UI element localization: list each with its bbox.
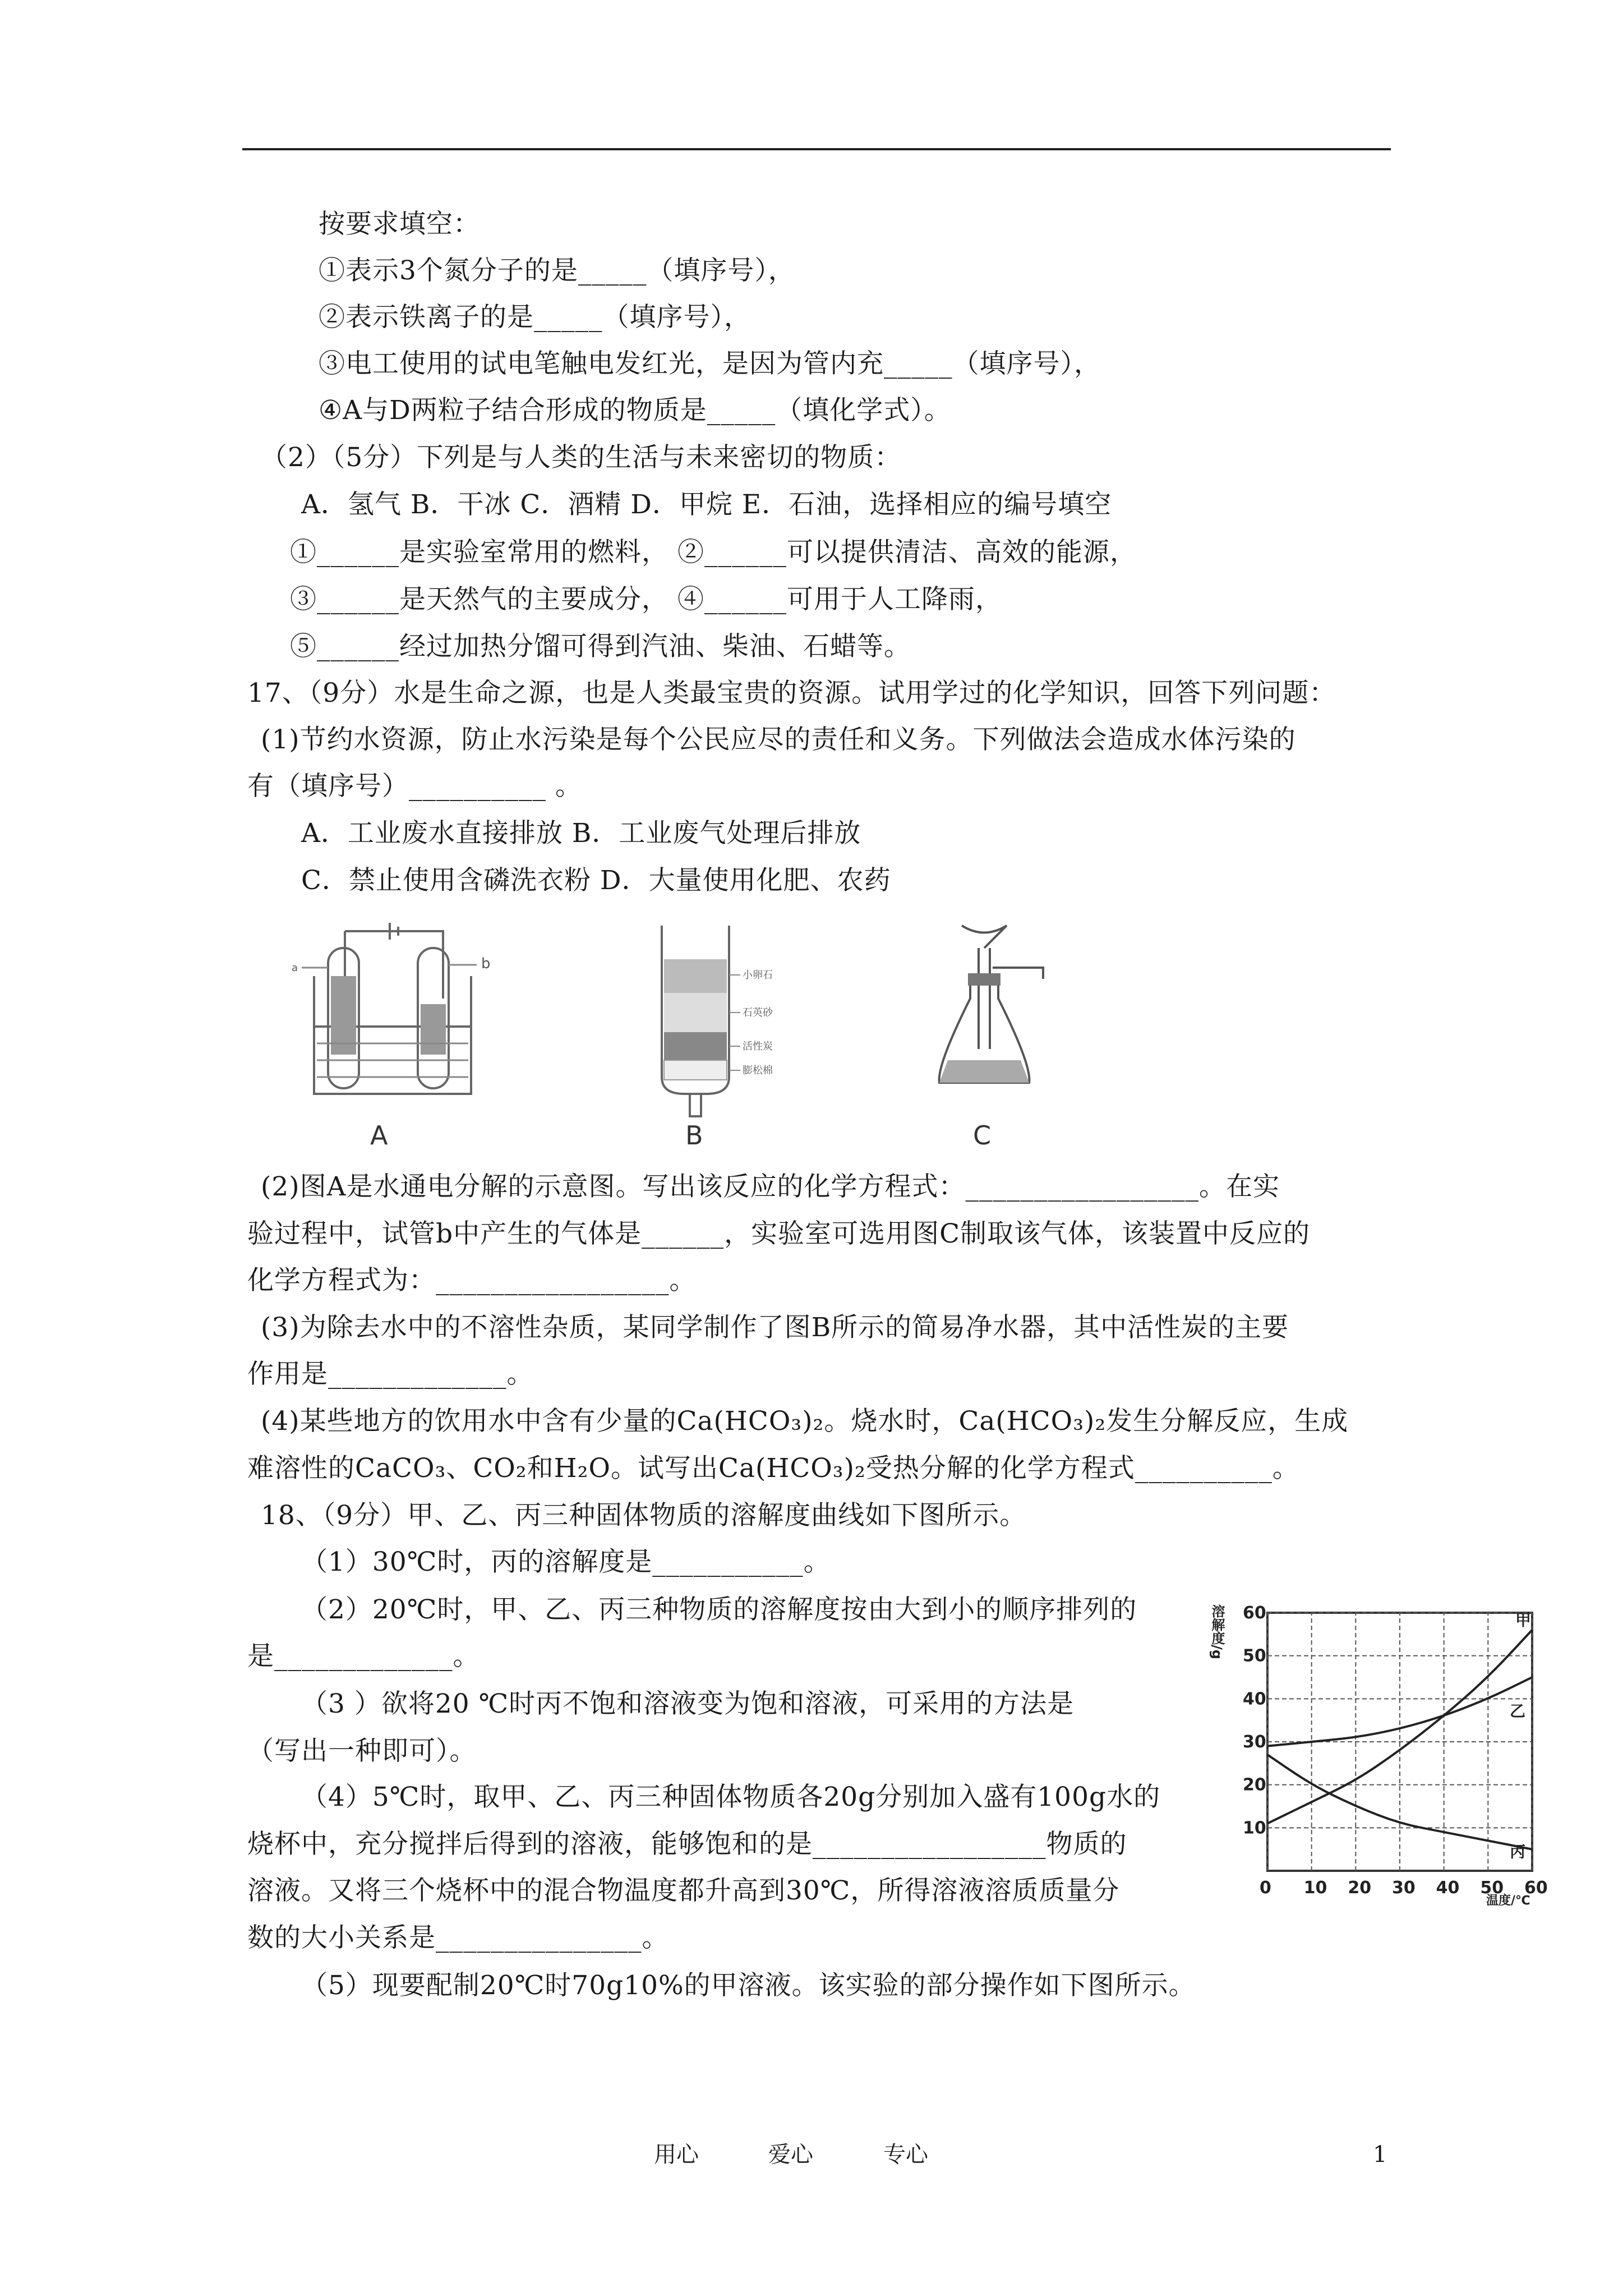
series-label-0: 甲 bbox=[1515, 1611, 1532, 1630]
text-line: (2)图A是水通电分解的示意图。写出该反应的化学方程式：_________________。在实 bbox=[261, 1171, 1280, 1202]
text-line: （1）30℃时，丙的溶解度是___________。 bbox=[301, 1547, 831, 1577]
text-line: 难溶性的CaCO₃、CO₂和H₂O。试写出Ca(HCO₃)₂受热分解的化学方程式__________。 bbox=[247, 1453, 1299, 1484]
figure-b-water-purifier bbox=[645, 909, 847, 1150]
x-tick-label: 40 bbox=[1436, 1878, 1460, 1898]
text-line: （2）（5分）下列是与人类的生活与未来密切的物质： bbox=[261, 442, 902, 473]
text-line: C．禁止使用含磷洗衣粉 D．大量使用化肥、农药 bbox=[301, 865, 891, 896]
layer-pebbles: 小卵石 bbox=[743, 969, 773, 981]
x-tick-label: 60 bbox=[1524, 1878, 1548, 1898]
y-tick-label: 20 bbox=[1243, 1775, 1266, 1795]
footer-right: 专心 bbox=[883, 2142, 928, 2168]
text-line: A．工业废水直接排放 B．工业废气处理后排放 bbox=[301, 818, 861, 849]
text-line: （写出一种即可）。 bbox=[247, 1736, 477, 1766]
figure-a-caption: A bbox=[370, 1120, 388, 1150]
figure-b-caption: B bbox=[685, 1120, 703, 1150]
layer-activated-carbon: 活性炭 bbox=[743, 1041, 773, 1052]
page-number: 1 bbox=[1373, 2142, 1387, 2168]
text-line: ①______是实验室常用的燃料， ②______可以提供清洁、高效的能源， bbox=[290, 537, 1137, 568]
text-line: ①表示3个氮分子的是_____（填序号）， bbox=[319, 255, 795, 286]
x-tick-label: 10 bbox=[1303, 1878, 1327, 1898]
text-line: 17、（9分）水是生命之源，也是人类最宝贵的资源。试用学过的化学知识，回答下列问题： bbox=[247, 678, 1336, 708]
series-label-1: 乙 bbox=[1510, 1702, 1526, 1720]
text-line: （3 ）欲将20 ℃时丙不饱和溶液变为饱和溶液，可采用的方法是 bbox=[301, 1688, 1075, 1719]
text-line: 18、（9分）甲、乙、丙三种固体物质的溶解度曲线如下图所示。 bbox=[261, 1500, 1027, 1531]
x-tick-label: 0 bbox=[1260, 1878, 1271, 1898]
text-line: （2）20℃时，甲、乙、丙三种物质的溶解度按由大到小的顺序排列的 bbox=[301, 1594, 1137, 1625]
layer-cotton: 膨松棉 bbox=[743, 1065, 773, 1076]
y-tick-label: 40 bbox=[1243, 1689, 1266, 1709]
text-line: （4）5℃时，取甲、乙、丙三种固体物质各20g分别加入盛有100g水的 bbox=[301, 1782, 1161, 1812]
text-line: 烧杯中，充分搅拌后得到的溶液，能够饱和的是_________________物质的 bbox=[247, 1829, 1127, 1860]
layer-quartz-sand: 石英砂 bbox=[743, 1007, 773, 1019]
text-line: (4)某些地方的饮用水中含有少量的Ca(HCO₃)₂。烧水时，Ca(HCO₃)₂发生分解反应，生成 bbox=[261, 1406, 1349, 1437]
text-line: 溶液。又将三个烧杯中的混合物温度都升高到30℃，所得溶液溶质质量分 bbox=[247, 1875, 1120, 1906]
text-line: 验过程中，试管b中产生的气体是______，实验室可选用图C制取该气体，该装置中反应的 bbox=[247, 1218, 1311, 1249]
text-line: (1)节约水资源，防止水污染是每个公民应尽的责任和义务。下列做法会造成水体污染的 bbox=[261, 724, 1296, 755]
series-label-2: 丙 bbox=[1510, 1842, 1526, 1861]
y-tick-label: 10 bbox=[1243, 1818, 1266, 1838]
text-line: 化学方程式为：_________________。 bbox=[247, 1265, 697, 1296]
figure-a-label-a: a bbox=[292, 962, 298, 974]
y-tick-label: 60 bbox=[1243, 1603, 1266, 1623]
text-line: （5）现要配制20℃时70g10%的甲溶液。该实验的部分操作如下图所示。 bbox=[301, 1970, 1196, 2001]
figure-a-label-b: b bbox=[481, 955, 491, 972]
x-tick-label: 30 bbox=[1392, 1878, 1415, 1898]
y-axis-label: 溶解度/g bbox=[1209, 1604, 1225, 1659]
figure-a-electrolysis bbox=[292, 914, 561, 1150]
y-tick-label: 30 bbox=[1243, 1732, 1266, 1752]
header-rule bbox=[242, 148, 1391, 150]
x-axis-label: 温度/℃ bbox=[1486, 1894, 1530, 1908]
solubility-chart bbox=[1206, 1571, 1553, 1918]
x-tick-label: 50 bbox=[1480, 1878, 1504, 1898]
figure-c-caption: C bbox=[973, 1120, 992, 1150]
footer-middle: 爱心 bbox=[768, 2142, 813, 2168]
text-line: ⑤______经过加热分馏可得到汽油、柴油、石蜡等。 bbox=[290, 631, 911, 662]
text-line: ③电工使用的试电笔触电发红光，是因为管内充_____（填序号）， bbox=[319, 348, 1101, 379]
x-tick-label: 20 bbox=[1348, 1878, 1372, 1898]
text-line: 有（填序号）__________ 。 bbox=[247, 771, 582, 802]
text-line: ③______是天然气的主要成分， ④______可用于人工降雨， bbox=[290, 584, 1002, 615]
text-line: 按要求填空： bbox=[319, 209, 480, 240]
text-line: ④A与D两粒子结合形成的物质是_____（填化学式）。 bbox=[319, 395, 951, 426]
text-line: 作用是_____________。 bbox=[247, 1359, 534, 1389]
y-tick-label: 50 bbox=[1243, 1646, 1266, 1666]
text-line: A．氢气 B．干冰 C．酒精 D．甲烷 E．石油，选择相应的编号填空 bbox=[301, 489, 1112, 520]
footer-left: 用心 bbox=[654, 2142, 699, 2168]
text-line: (3)为除去水中的不溶性杂质，某同学制作了图B所示的简易净水器，其中活性炭的主要 bbox=[261, 1312, 1289, 1343]
figure-c-gas-generator bbox=[931, 914, 1099, 1150]
text-line: 是_____________。 bbox=[247, 1641, 480, 1672]
text-line: 数的大小关系是_______________。 bbox=[247, 1922, 669, 1953]
text-line: ②表示铁离子的是_____（填序号）， bbox=[319, 302, 751, 333]
